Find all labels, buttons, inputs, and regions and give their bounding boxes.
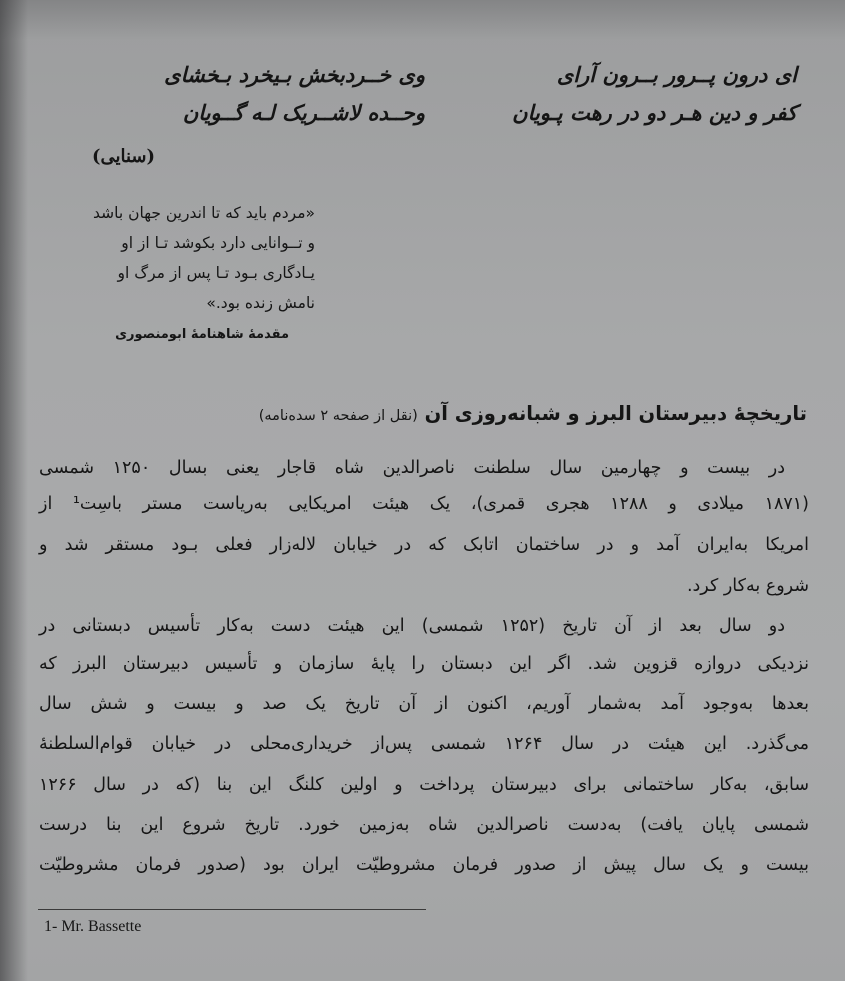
poem-left-line-1: وی خــردبخش بـیخرد بـخشای [164, 62, 425, 87]
body-line-3: امریکا به‌ایران آمد و در ساختمان اتابک که در خیابان لاله‌زار فعلی بـود مستقر شد و [39, 535, 809, 555]
body-line-7: بعدها به‌وجود آمد به‌شمار آوریم، اکنون از آن تاریخ یک صد و بیست و شش سال [39, 694, 809, 714]
body-line-11: بیست و یک سال پیش از صدور فرمان مشروطیّت ایران بود (صدور فرمان مشروطیّت [39, 855, 809, 875]
heading-title: تاریخچهٔ دبیرستان البرز و شبانه‌روزی آن [424, 402, 807, 425]
poem-right-line-1: ای درون پــرور بــرون آرای [556, 62, 797, 87]
poem-right-line-2: کفر و دین هـر دو در رهت پـویان [512, 100, 797, 125]
page-edge-shadow [0, 0, 28, 981]
page-top-shadow [0, 0, 845, 40]
footnote: 1- Mr. Bassette [44, 918, 142, 935]
body-line-5: دو سال بعد از آن تاریخ (۱۲۵۲ شمسی) این هیئت دست به‌کار تأسیس دبستانی در [39, 616, 785, 636]
poet-name: (سنایی) [91, 146, 155, 167]
quote-line-1: «مردم باید که تا اندرین جهان باشد [93, 204, 315, 222]
body-line-2: (۱۸۷۱ میلادی و ۱۲۸۸ هجری قمری)، یک هیئت امریکایی به‌ریاست مستر باسِت¹ از [39, 494, 809, 514]
quote-line-2: و تــوانایی دارد بکوشد تـا از او [121, 234, 315, 252]
quote-line-4: نامش زنده بود.» [206, 294, 315, 312]
body-line-1: در بیست و چهارمین سال سلطنت ناصرالدین شاه قاجار یعنی بسال ۱۲۵۰ شمسی [39, 458, 785, 478]
body-line-6: نزدیکی دروازه قزوین شد. اگر این دبستان را پایهٔ سازمان و تأسیس دبیرستان البرز که [39, 654, 809, 674]
body-line-9: سابق، به‌کار ساختمانی برای دبیرستان پرداخت و اولین کلنگ این بنا (که در سال ۱۲۶۶ [39, 775, 809, 795]
section-heading [259, 402, 807, 425]
poem-left-line-2: وحــده لاشــریک لـه گــویان [182, 100, 425, 125]
quote-source: مقدمهٔ شاهنامهٔ ابومنصوری [115, 327, 289, 342]
body-line-4: شروع به‌کار کرد. [686, 576, 809, 596]
body-line-10: شمسی پایان یافت) به‌دست ناصرالدین شاه به‌زمین خورد. تاریخ شروع این بنا درست [39, 815, 809, 835]
body-line-8: می‌گذرد. این هیئت در سال ۱۲۶۴ شمسی پس‌از خریداری‌محلی در خیابان قوام‌السلطنهٔ [39, 734, 809, 754]
heading-subtitle: (نقل از صفحه ۲ سده‌نامه) [258, 408, 418, 424]
footnote-rule [38, 909, 426, 910]
quote-line-3: یـادگاری بـود تـا پس از مرگ او [117, 264, 315, 282]
